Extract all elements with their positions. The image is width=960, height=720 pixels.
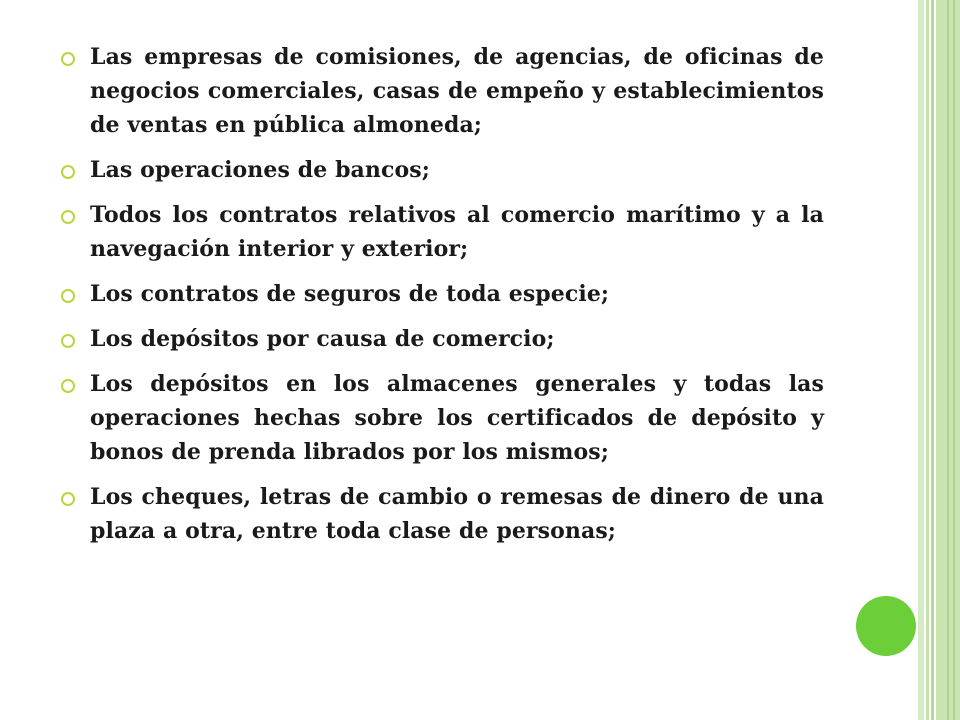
bullet-ring-icon [58, 376, 90, 396]
bullet-list [58, 40, 824, 559]
bullet-ring-icon [58, 489, 90, 509]
bullet-ring-icon [58, 49, 90, 69]
bullet-ring-icon [58, 331, 90, 351]
bullet-ring-icon [58, 207, 90, 227]
decorative-stripe [918, 0, 924, 720]
decorative-circle [856, 596, 916, 656]
decorative-stripe [953, 0, 955, 720]
bullet-text: Los depósitos por causa de comercio; [90, 326, 555, 352]
list-item [58, 277, 824, 311]
bullet-text: Todos los contratos relativos al comercio marítimo y a la navegación interior y exterior; [90, 202, 824, 262]
bullet-text: Las operaciones de bancos; [90, 157, 430, 183]
decorative-stripe [926, 0, 929, 720]
bullet-text: Las empresas de comisiones, de agencias, de oficinas de negocios comerciales, casas de empeño y establecimientos de ventas en pública almoneda; [90, 44, 824, 138]
bullet-ring-icon [58, 162, 90, 182]
list-item [58, 480, 824, 548]
bullet-text: Los depósitos en los almacenes generales y todas las operaciones hechas sobre los certificados de depósito y bonos de prenda librados por los mismos; [90, 371, 824, 465]
list-item [58, 40, 824, 142]
bullet-ring-icon [58, 286, 90, 306]
list-item [58, 153, 824, 187]
decorative-stripe [947, 0, 949, 720]
list-item [58, 198, 824, 266]
list-item [58, 367, 824, 469]
bullet-text: Los contratos de seguros de toda especie; [90, 281, 610, 307]
decorative-stripe [931, 0, 934, 720]
bullet-text: Los cheques, letras de cambio o remesas de dinero de una plaza a otra, entre toda clase de personas; [90, 484, 824, 544]
list-item [58, 322, 824, 356]
